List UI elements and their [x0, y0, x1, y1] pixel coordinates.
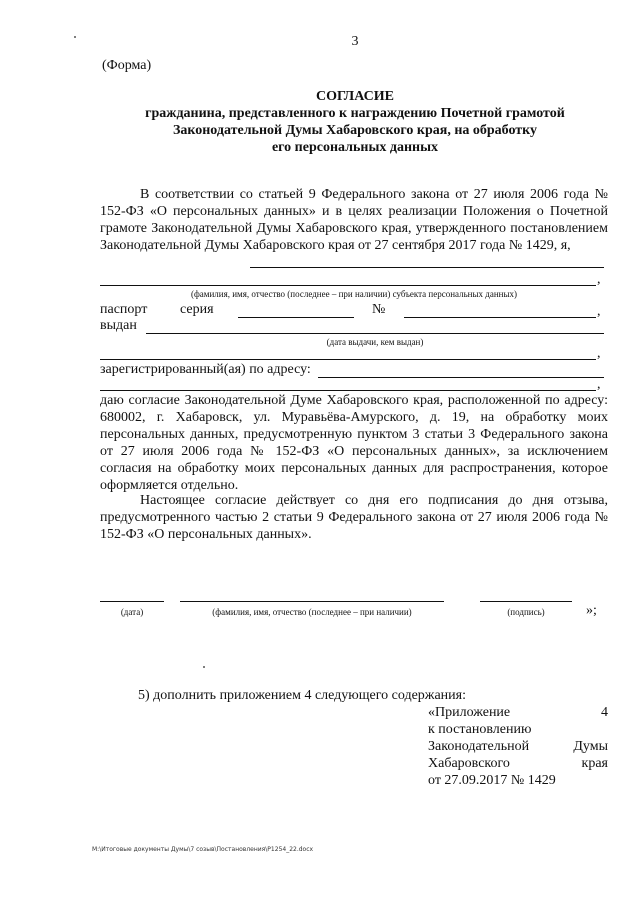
appendix-line-5: от 27.09.2017 № 1429: [428, 773, 556, 788]
sign-caption: (подпись): [507, 607, 545, 617]
fio-sign-line: [180, 601, 444, 602]
scan-speck: [74, 36, 76, 38]
appendix-word: Думы: [573, 739, 608, 754]
issued-field-2: [100, 359, 596, 360]
address-field-2: [100, 390, 596, 391]
series-field: [238, 317, 354, 318]
issued-field: [146, 333, 604, 334]
passport-label: паспорт: [100, 302, 148, 317]
caption-fio-subject: (фамилия, имя, отчество (последнее – при наличии) субъекта персональных данных): [190, 289, 518, 299]
document-title: [100, 88, 610, 156]
issued-label: выдан: [100, 318, 137, 333]
address-field: [318, 377, 604, 378]
number-label: №: [372, 302, 386, 317]
series-label: серия: [180, 302, 214, 317]
fio-sign-caption: (фамилия, имя, отчество (последнее – при наличии): [212, 607, 412, 617]
page-number: 3: [351, 34, 359, 49]
form-label: (Форма): [102, 58, 152, 73]
appendix-label: «Приложение: [428, 705, 511, 720]
fio-line-end: [250, 267, 604, 268]
title-line-1: СОГЛАСИЕ: [316, 89, 394, 104]
comma: ,: [597, 377, 601, 392]
registered-label: зарегистрированный(ая) по адресу:: [100, 362, 311, 377]
item-5-text: 5) дополнить приложением 4 следующего содержания:: [138, 688, 466, 703]
appendix-header: [428, 704, 608, 789]
number-field: [404, 317, 596, 318]
appendix-line-2: к постановлению: [428, 722, 532, 737]
sign-line: [480, 601, 572, 602]
scan-speck: [203, 666, 205, 668]
appendix-word: Законодательной: [428, 739, 530, 754]
fio-line: [100, 285, 596, 286]
closing-quote: »;: [586, 603, 597, 618]
appendix-number: 4: [601, 705, 608, 720]
appendix-word: края: [581, 756, 608, 771]
footer-file-path: М:\Итоговые документы Думы\7 созыв\Постановления\P1254_22.docx: [92, 846, 314, 853]
appendix-line-4: [428, 755, 608, 772]
date-caption: (дата): [120, 607, 144, 617]
title-line-2: гражданина, представленного к награждению Почетной грамотой: [145, 106, 565, 121]
date-line: [100, 601, 164, 602]
appendix-line-3: [428, 738, 608, 755]
comma: ,: [597, 346, 601, 361]
appendix-line-1: [428, 704, 608, 721]
comma: ,: [597, 272, 601, 287]
appendix-word: Хабаровского: [428, 756, 510, 771]
consent-paragraph: даю согласие Законодательной Думе Хабаровского края, расположенной по адресу: 680002, г. Хабаровск, ул. Муравьёва-Амурского, д. 19, на обработку моих персональных данных, предусмотренную пунктом 3 статьи 3 Федерального закона от 27 июля 2006 года № 152-ФЗ «О персональных данных», за исключением согласия на обработку моих персональных данных для распространения, которое оформляется отдельно.: [100, 393, 608, 493]
intro-paragraph: В соответствии со статьей 9 Федерального закона от 27 июля 2006 года № 152-ФЗ «О персональных данных» и в целях реализации Положения о Почетной грамоте Законодательной Думы Хабаровского края, утвержденного постановлением Законодательной Думы Хабаровского края от 27 сентября 2017 года № 1429, я,: [100, 187, 608, 253]
comma: ,: [597, 304, 601, 319]
issued-caption: (дата выдачи, кем выдан): [326, 337, 424, 347]
validity-paragraph: Настоящее согласие действует со дня его подписания до дня отзыва, предусмотренного частью 2 статьи 9 Федерального закона от 27 июля 2006 года № 152-ФЗ «О персональных данных».: [100, 493, 608, 542]
title-line-4: его персональных данных: [271, 140, 439, 155]
title-line-3: Законодательной Думы Хабаровского края, на обработку: [172, 123, 538, 138]
